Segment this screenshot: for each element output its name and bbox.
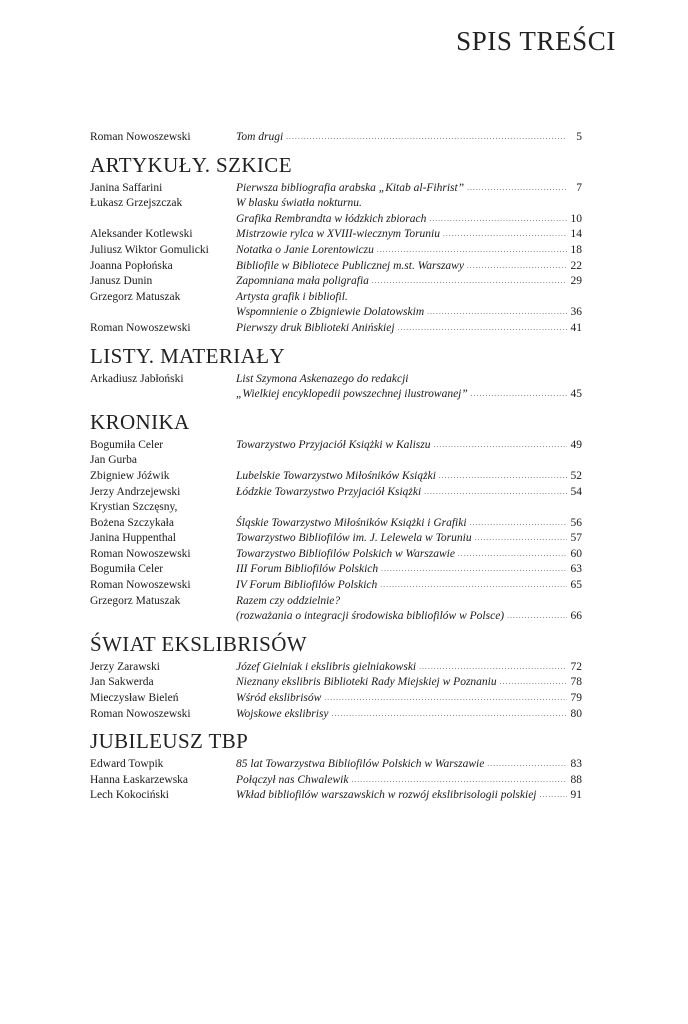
entry-author: Jerzy Andrzejewski [90, 485, 181, 498]
entry-title-line [236, 243, 582, 260]
entry-title: Józef Gielniak i ekslibris gielniakowski [236, 660, 417, 673]
entry-title-line [236, 259, 582, 276]
entry-title: Mistrzowie rylca w XVIII-wiecznym Toruniu [236, 228, 441, 241]
entry-author: Zbigniew Jóźwik [90, 469, 170, 482]
entry-title-line [236, 675, 582, 692]
section-heading: KRONIKA [90, 409, 190, 434]
toc-line [90, 453, 582, 469]
toc-entry[interactable] [90, 469, 582, 485]
toc-entry[interactable] [90, 130, 582, 146]
entry-page-number: 45 [570, 388, 582, 401]
entry-title-line [236, 290, 582, 306]
entry-title: Wśród ekslibrisów [236, 692, 322, 705]
entry-page-number: 41 [570, 321, 582, 334]
entry-page-number: 79 [570, 692, 582, 705]
toc-line [90, 773, 582, 789]
entry-title: Wspomnienie o Zbigniewie Dolatowskim [236, 306, 425, 319]
entry-title-line [236, 660, 582, 677]
entry-title-line [236, 227, 582, 244]
entry-title: Pierwszy druk Biblioteki Anińskiej [236, 321, 395, 334]
entry-title: Lubelskie Towarzystwo Miłośników Książki [236, 469, 436, 482]
entry-title: Wkład bibliofilów warszawskich w rozwój ekslibrisologii polskiej [236, 789, 537, 802]
toc-line [90, 757, 582, 773]
entry-title-line [236, 562, 582, 579]
entry-author: Janina Huppenthal [90, 532, 176, 545]
toc-line [90, 675, 582, 691]
entry-author: Hanna Łaskarzewska [90, 773, 189, 786]
entry-author: Aleksander Kotlewski [90, 228, 193, 241]
entry-page-number: 10 [570, 212, 582, 225]
section-heading: LISTY. MATERIAŁY [90, 343, 286, 368]
entry-title-line [236, 516, 582, 533]
entry-title: Łódzkie Towarzystwo Przyjaciół Książki [236, 485, 422, 498]
entry-page-number: 49 [570, 438, 582, 451]
toc-entry[interactable] [90, 562, 582, 578]
dot-leader [458, 547, 567, 563]
entry-title: Towarzystwo Bibliofilów Polskich w Warszawie [236, 547, 455, 560]
entry-title: Notatka o Janie Lorentowiczu [236, 243, 374, 256]
entry-title: IV Forum Bibliofilów Polskich [236, 579, 378, 592]
entry-title-line [236, 707, 582, 724]
toc-entry[interactable] [90, 516, 582, 532]
entry-author: Roman Nowoszewski [90, 321, 191, 334]
toc-entry[interactable] [90, 757, 582, 773]
dot-leader [475, 531, 567, 547]
toc-line [90, 181, 582, 197]
entry-title-line [236, 305, 582, 322]
dot-leader [398, 321, 567, 337]
entry-title-line [236, 773, 582, 790]
toc-entry[interactable] [90, 227, 582, 243]
toc-line [90, 485, 582, 501]
entry-title-line [236, 531, 582, 548]
toc-line [90, 212, 582, 228]
entry-author: Janina Saffarini [90, 181, 163, 194]
dot-leader [470, 516, 567, 532]
toc-line [90, 788, 582, 804]
toc-entry[interactable] [90, 594, 582, 625]
toc-entry[interactable] [90, 321, 582, 337]
toc-line [90, 691, 582, 707]
entry-title: III Forum Bibliofilów Polskich [236, 563, 379, 576]
dot-leader [419, 660, 567, 676]
entry-author: Krystian Szczęsny, [90, 501, 178, 514]
entry-title: Wojskowe ekslibrisy [236, 707, 329, 720]
toc-line [90, 594, 582, 610]
entry-page-number: 22 [570, 259, 582, 272]
entry-page-number: 57 [570, 532, 582, 545]
entry-author: Bogumiła Celer [90, 563, 164, 576]
entry-title-line [236, 372, 582, 388]
toc-line [90, 227, 582, 243]
entry-title-line [236, 321, 582, 338]
entry-title-line [236, 274, 582, 291]
toc-line [90, 516, 582, 532]
entry-title: Grafika Rembrandta w łódzkich zbiorach [236, 212, 427, 225]
toc-entry[interactable] [90, 181, 582, 197]
toc-entry[interactable] [90, 372, 582, 403]
entry-author: Jan Gurba [90, 454, 137, 467]
toc-entry[interactable] [90, 691, 582, 707]
table-of-contents [90, 130, 582, 804]
entry-page-number: 60 [570, 547, 582, 560]
toc-line [90, 500, 582, 516]
entry-title: W blasku światła nokturnu. [236, 197, 362, 210]
toc-line [90, 372, 582, 388]
entry-title-line [236, 788, 582, 805]
entry-author: Bożena Szczykała [90, 516, 174, 529]
toc-entry[interactable] [90, 243, 582, 259]
entry-title: (rozważania o integracji środowiska bibliofilów w Polsce) [236, 610, 505, 623]
entry-author: Jerzy Zarawski [90, 660, 160, 673]
dot-leader [443, 227, 567, 243]
section-heading: ARTYKUŁY. SZKICE [90, 152, 292, 177]
dot-leader [424, 485, 567, 501]
entry-page-number: 18 [570, 243, 582, 256]
toc-line [90, 609, 582, 625]
entry-author: Grzegorz Matuszak [90, 290, 181, 303]
dot-leader [540, 788, 568, 804]
entry-author: Juliusz Wiktor Gomulicki [90, 243, 209, 256]
dot-leader [332, 707, 567, 723]
toc-line [90, 321, 582, 337]
entry-page-number: 29 [570, 275, 582, 288]
entry-title: 85 lat Towarzystwa Bibliofilów Polskich w Warszawie [236, 758, 485, 771]
toc-entry[interactable] [90, 259, 582, 275]
entry-title: Śląskie Towarzystwo Miłośników Książki i Grafiki [236, 516, 467, 529]
entry-title: List Szymona Askenazego do redakcji [236, 372, 409, 385]
entry-title-line [236, 594, 582, 610]
toc-entry[interactable] [90, 773, 582, 789]
toc-section [90, 146, 582, 337]
entry-page-number: 63 [570, 563, 582, 576]
dot-leader [429, 212, 567, 228]
dot-leader [471, 387, 567, 403]
toc-entry[interactable] [90, 578, 582, 594]
entry-author: Joanna Popłońska [90, 259, 173, 272]
dot-leader [467, 259, 567, 275]
entry-title: Nieznany ekslibris Biblioteki Rady Miejskiej w Poznaniu [236, 676, 497, 689]
entry-page-number: 7 [576, 181, 582, 194]
toc-section [90, 403, 582, 625]
entry-title: Razem czy oddzielnie? [236, 594, 341, 607]
toc-entry[interactable] [90, 290, 582, 321]
section-heading: JUBILEUSZ TBP [90, 729, 249, 754]
toc-line [90, 305, 582, 321]
entry-title-line [236, 757, 582, 774]
entry-title: Bibliofile w Bibliotece Publicznej m.st. Warszawy [236, 259, 464, 272]
dot-leader [377, 243, 567, 259]
entry-page-number: 66 [570, 610, 582, 623]
toc-line [90, 243, 582, 259]
entry-author: Grzegorz Matuszak [90, 594, 181, 607]
toc-entry[interactable] [90, 660, 582, 676]
toc-section [90, 337, 582, 403]
toc-entry[interactable] [90, 675, 582, 691]
dot-leader [487, 757, 567, 773]
entry-title-line [236, 387, 582, 404]
entry-title-line [236, 181, 582, 198]
entry-title-line [236, 547, 582, 564]
toc-entry[interactable] [90, 438, 582, 469]
entry-page-number: 72 [570, 660, 582, 673]
toc-entry[interactable] [90, 274, 582, 290]
dot-leader [372, 274, 567, 290]
dot-leader [467, 181, 567, 197]
dot-leader [286, 130, 567, 146]
entry-title-line [236, 196, 582, 212]
dot-leader [381, 562, 567, 578]
toc-section [90, 722, 582, 804]
entry-author: Bogumiła Celer [90, 438, 164, 451]
entry-author: Jan Sakwerda [90, 676, 154, 689]
toc-line [90, 547, 582, 563]
entry-title-line [236, 691, 582, 708]
dot-leader [324, 691, 567, 707]
entry-author: Łukasz Grzejszczak [90, 197, 183, 210]
entry-title: Tom drugi [236, 131, 284, 143]
dot-leader [380, 578, 567, 594]
entry-author: Lech Kokociński [90, 789, 169, 802]
entry-title: Towarzystwo Przyjaciół Książki w Kaliszu [236, 438, 431, 451]
entry-title-line [236, 485, 582, 502]
toc-entry[interactable] [90, 531, 582, 547]
dot-leader [439, 469, 567, 485]
dot-leader [500, 675, 567, 691]
dot-leader [427, 305, 567, 321]
toc-entry[interactable] [90, 485, 582, 516]
toc-line [90, 196, 582, 212]
entry-title: Towarzystwo Bibliofilów im. J. Lelewela w Toruniu [236, 532, 472, 545]
page-title: SPIS TREŚCI [456, 26, 616, 56]
toc-line [90, 259, 582, 275]
entry-page-number: 36 [570, 306, 582, 319]
toc-entry[interactable] [90, 788, 582, 804]
entry-title: Artysta grafik i bibliofil. [236, 290, 348, 303]
toc-entry[interactable] [90, 547, 582, 563]
toc-line [90, 290, 582, 306]
toc-line [90, 469, 582, 485]
entry-author: Janusz Dunin [90, 275, 153, 288]
entry-page-number: 54 [570, 485, 582, 498]
toc-line [90, 274, 582, 290]
toc-line [90, 660, 582, 676]
dot-leader [507, 609, 567, 625]
entry-title-line [236, 469, 582, 486]
entry-title: Pierwsza bibliografia arabska „Kitab al-Fihrist” [236, 181, 465, 194]
entry-author: Mieczysław Bieleń [90, 692, 179, 705]
toc-line [90, 438, 582, 454]
entry-title-line [236, 578, 582, 595]
entry-page-number: 56 [570, 516, 582, 529]
dot-leader [433, 438, 567, 454]
entry-title-line [236, 438, 582, 455]
entry-title-line [236, 609, 582, 626]
toc-section [90, 625, 582, 722]
entry-title-line [236, 130, 582, 147]
toc-entry[interactable] [90, 707, 582, 723]
toc-line [90, 531, 582, 547]
entry-page-number: 91 [570, 789, 582, 802]
toc-section [90, 130, 582, 146]
dot-leader [351, 773, 567, 789]
entry-author: Roman Nowoszewski [90, 579, 191, 592]
entry-page-number: 5 [576, 131, 582, 143]
section-heading: ŚWIAT EKSLIBRISÓW [90, 631, 307, 656]
entry-page-number: 65 [570, 579, 582, 592]
entry-author: Roman Nowoszewski [90, 131, 191, 143]
entry-title: „Wielkiej encyklopedii powszechnej ilustrowanej” [236, 388, 468, 401]
toc-line [90, 562, 582, 578]
entry-page-number: 88 [570, 773, 582, 786]
toc-line [90, 387, 582, 403]
entry-title: Zapomniana mała poligrafia [236, 275, 369, 288]
toc-line [90, 130, 582, 146]
entry-page-number: 52 [570, 469, 582, 482]
entry-title: Połączył nas Chwalewik [236, 773, 349, 786]
entry-page-number: 83 [570, 758, 582, 771]
entry-author: Arkadiusz Jabłoński [90, 372, 184, 385]
toc-line [90, 707, 582, 723]
entry-page-number: 14 [570, 228, 582, 241]
toc-entry[interactable] [90, 196, 582, 227]
entry-author: Edward Towpik [90, 758, 164, 771]
entry-page-number: 78 [570, 676, 582, 689]
toc-line [90, 578, 582, 594]
entry-page-number: 80 [570, 707, 582, 720]
entry-author: Roman Nowoszewski [90, 707, 191, 720]
entry-author: Roman Nowoszewski [90, 547, 191, 560]
entry-title-line [236, 212, 582, 229]
